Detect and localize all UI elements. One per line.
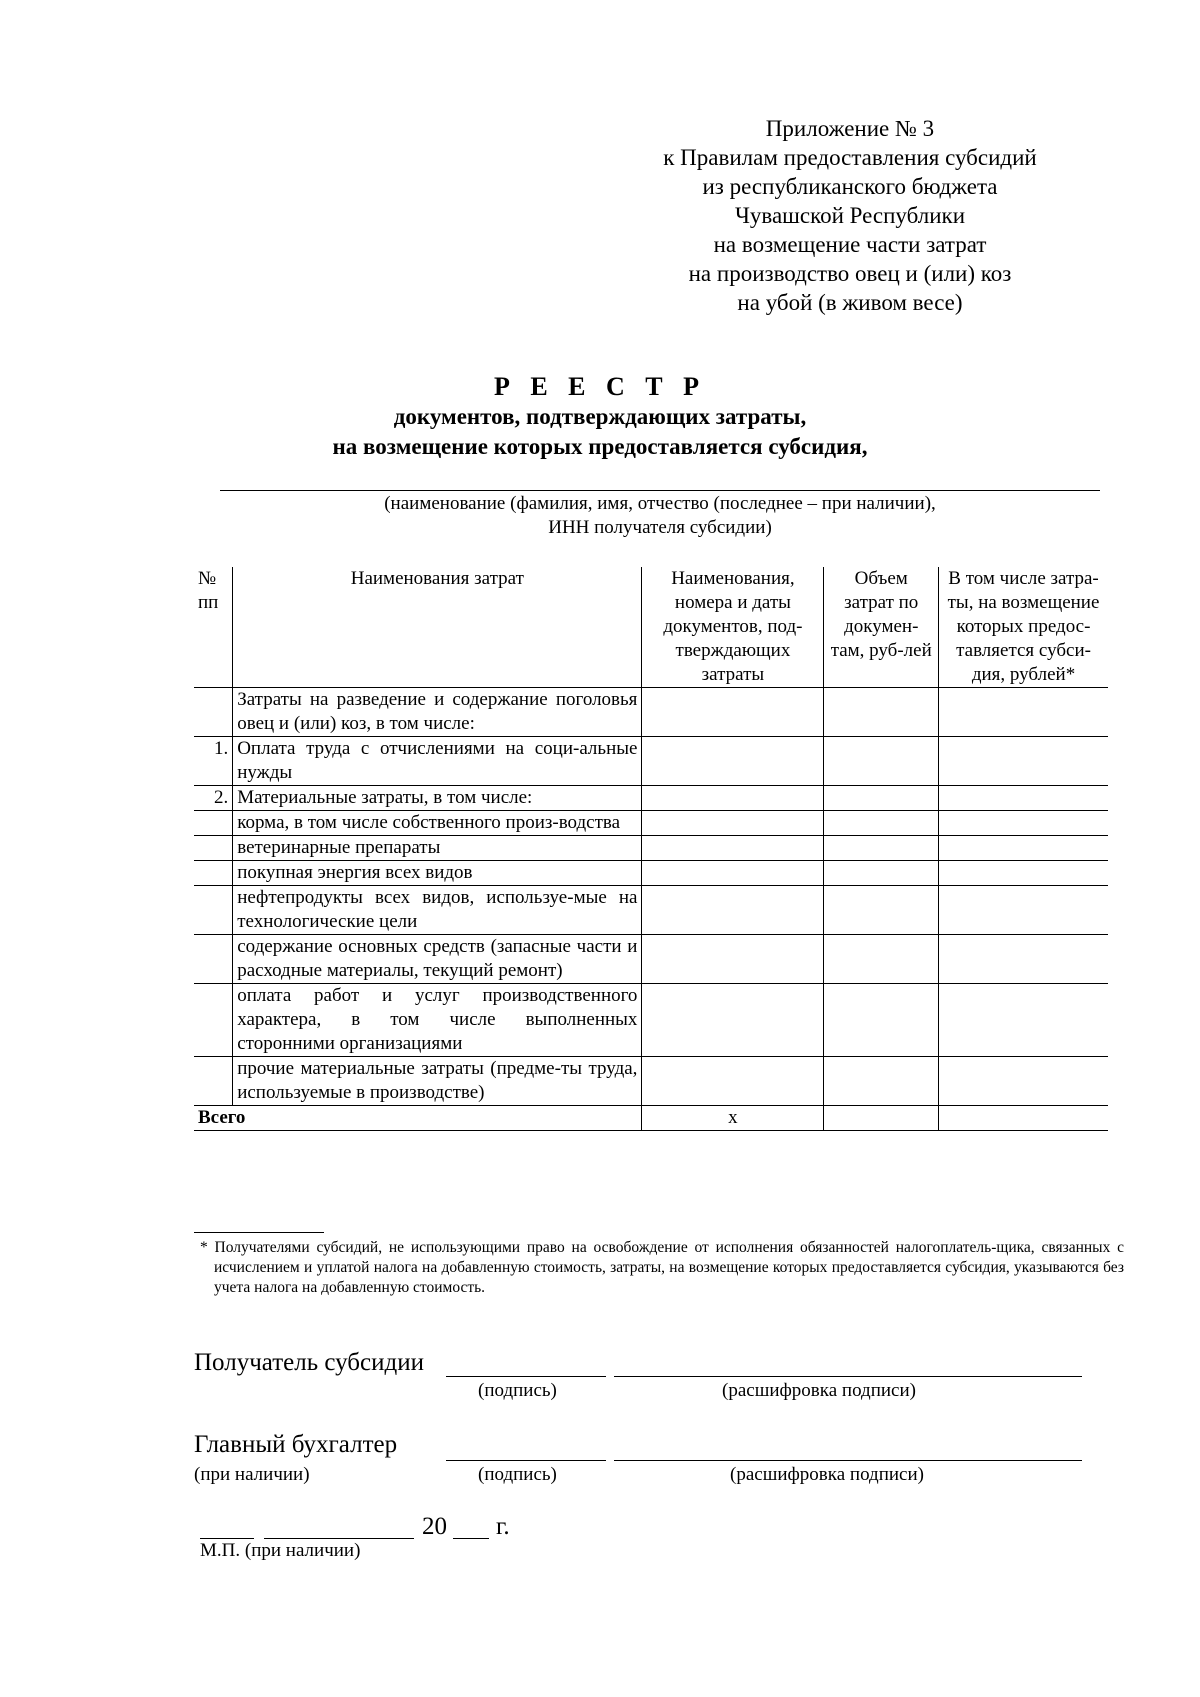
header-cost-name: Наименования затрат: [233, 567, 642, 688]
row-volume-cell[interactable]: [824, 1057, 939, 1106]
date-day-line[interactable]: [200, 1538, 254, 1539]
row-documents-cell[interactable]: [642, 836, 824, 861]
row-number: [194, 1057, 233, 1106]
date-month-line[interactable]: [264, 1538, 414, 1539]
recipient-caption-line-1: (наименование (фамилия, имя, отчество (последнее – при наличии),: [384, 493, 936, 514]
header-volume: Объем затрат по докумен-там, руб-лей: [824, 567, 939, 688]
row-subsidy-cell[interactable]: [939, 811, 1108, 836]
row-subsidy-cell[interactable]: [939, 984, 1108, 1057]
row-subsidy-cell[interactable]: [939, 786, 1108, 811]
header-subsidy: В том числе затра-ты, на возмещение которых предос-тавляется субси-дия, рублей*: [939, 567, 1108, 688]
row-subsidy-cell[interactable]: [939, 886, 1108, 935]
row-number: [194, 984, 233, 1057]
recipient-name-line[interactable]: [220, 490, 1100, 491]
document-title: [150, 372, 1050, 462]
total-row: [194, 1106, 1108, 1131]
row-cost-name: Материальные затраты, в том числе:: [233, 786, 642, 811]
row-subsidy-cell[interactable]: [939, 688, 1108, 737]
row-documents-cell[interactable]: [642, 886, 824, 935]
recipient-decryption-line[interactable]: [614, 1376, 1082, 1377]
appendix-line: к Правилам предоставления субсидий: [663, 145, 1037, 170]
total-documents-mark: х: [642, 1106, 824, 1131]
row-volume-cell[interactable]: [824, 786, 939, 811]
title-line-2: на возмещение которых предоставляется субсидия,: [332, 434, 868, 459]
row-subsidy-cell[interactable]: [939, 836, 1108, 861]
accountant-decryption-line[interactable]: [614, 1460, 1082, 1461]
footnote: * Получателями субсидий, не использующими право на освобождение от исполнения обязанностей налогоплатель-щика, связанных с исчислением и уплатой налога на добавленную стоимость, затраты, на возмещение которых предоставляется субсидия, указываются без учета налога на добавленную стоимость.: [200, 1239, 1124, 1296]
footnote-divider: [194, 1232, 324, 1233]
header-num: № пп: [194, 567, 233, 688]
row-subsidy-cell[interactable]: [939, 1057, 1108, 1106]
row-number: [194, 836, 233, 861]
appendix-header: [600, 114, 1100, 317]
row-cost-name: Оплата труда с отчислениями на соци-альные нужды: [233, 737, 642, 786]
row-subsidy-cell[interactable]: [939, 861, 1108, 886]
row-documents-cell[interactable]: [642, 935, 824, 984]
table-row: [194, 886, 1108, 935]
row-number: [194, 861, 233, 886]
row-number: [194, 811, 233, 836]
row-cost-name: прочие материальные затраты (предме-ты труда, используемые в производстве): [233, 1057, 642, 1106]
row-cost-name: покупная энергия всех видов: [233, 861, 642, 886]
row-cost-name: содержание основных средств (запасные части и расходные материалы, текущий ремонт): [233, 935, 642, 984]
row-number: [194, 688, 233, 737]
appendix-line: на производство овец и (или) коз: [688, 261, 1012, 286]
row-cost-name: нефтепродукты всех видов, используе-мые на технологические цели: [233, 886, 642, 935]
appendix-line: на убой (в живом весе): [737, 290, 963, 315]
accountant-label: Главный бухгалтер: [194, 1431, 398, 1458]
costs-register-table: [194, 567, 1108, 1131]
date-year-suffix: г.: [496, 1513, 510, 1540]
table-row: [194, 984, 1108, 1057]
row-volume-cell[interactable]: [824, 688, 939, 737]
row-volume-cell[interactable]: [824, 984, 939, 1057]
row-number: [194, 935, 233, 984]
table-row: [194, 861, 1108, 886]
table-row: [194, 836, 1108, 861]
row-documents-cell[interactable]: [642, 688, 824, 737]
row-cost-name: Затраты на разведение и содержание поголовья овец и (или) коз, в том числе:: [233, 688, 642, 737]
recipient-caption-line-2: ИНН получателя субсидии): [548, 517, 772, 538]
appendix-line: из республиканского бюджета: [702, 174, 998, 199]
recipient-label: Получатель субсидии: [194, 1349, 424, 1376]
row-cost-name: корма, в том числе собственного произ-водства: [233, 811, 642, 836]
row-volume-cell[interactable]: [824, 886, 939, 935]
row-number: [194, 886, 233, 935]
row-documents-cell[interactable]: [642, 811, 824, 836]
row-cost-name: оплата работ и услуг производственного характера, в том числе выполненных сторонними организациями: [233, 984, 642, 1057]
table-row: [194, 1057, 1108, 1106]
accountant-if-any-caption: (при наличии): [194, 1464, 310, 1485]
row-documents-cell[interactable]: [642, 984, 824, 1057]
table-row: [194, 811, 1108, 836]
row-number: 2.: [194, 786, 233, 811]
table-row: [194, 786, 1108, 811]
table-row: [194, 935, 1108, 984]
row-documents-cell[interactable]: [642, 1057, 824, 1106]
row-subsidy-cell[interactable]: [939, 935, 1108, 984]
row-cost-name: ветеринарные препараты: [233, 836, 642, 861]
appendix-line: Приложение № 3: [765, 116, 935, 141]
row-volume-cell[interactable]: [824, 737, 939, 786]
row-volume-cell[interactable]: [824, 935, 939, 984]
recipient-decryption-caption: (расшифровка подписи): [722, 1380, 916, 1401]
title-main: Р Е Е С Т Р: [493, 372, 707, 401]
header-documents: Наименования, номера и даты документов, под-тверждающих затраты: [642, 567, 824, 688]
title-line-1: документов, подтверждающих затраты,: [393, 404, 807, 429]
total-label: Всего: [194, 1106, 642, 1131]
date-year-line[interactable]: [453, 1538, 489, 1539]
row-volume-cell[interactable]: [824, 811, 939, 836]
appendix-line: на возмещение части затрат: [713, 232, 987, 257]
recipient-name-caption: [220, 492, 1100, 540]
accountant-signature-caption: (подпись): [478, 1464, 557, 1485]
total-subsidy-cell[interactable]: [939, 1106, 1108, 1131]
row-documents-cell[interactable]: [642, 737, 824, 786]
accountant-signature-line[interactable]: [446, 1460, 606, 1461]
accountant-decryption-caption: (расшифровка подписи): [730, 1464, 924, 1485]
recipient-signature-caption: (подпись): [478, 1380, 557, 1401]
row-number: 1.: [194, 737, 233, 786]
stamp-caption: М.П. (при наличии): [200, 1540, 361, 1561]
row-volume-cell[interactable]: [824, 836, 939, 861]
total-volume-cell[interactable]: [824, 1106, 939, 1131]
appendix-line: Чувашской Республики: [734, 203, 966, 228]
row-documents-cell[interactable]: [642, 861, 824, 886]
date-year-prefix: 20: [422, 1513, 447, 1540]
table-header-row: [194, 567, 1108, 688]
recipient-signature-line[interactable]: [446, 1376, 606, 1377]
table-row: [194, 737, 1108, 786]
row-subsidy-cell[interactable]: [939, 737, 1108, 786]
row-volume-cell[interactable]: [824, 861, 939, 886]
table-row: [194, 688, 1108, 737]
row-documents-cell[interactable]: [642, 786, 824, 811]
